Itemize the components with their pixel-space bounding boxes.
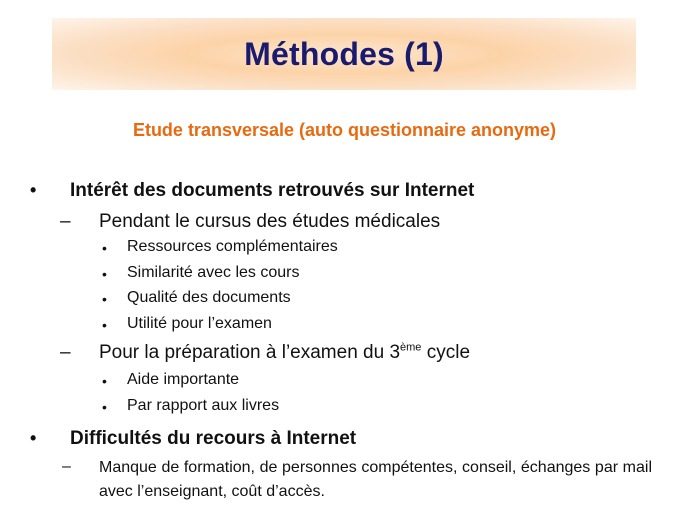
dash-icon: – [62, 458, 71, 475]
section2-detail: Manque de formation, de personnes compétentes, conseil, échanges par mail avec l’enseignant, coût d’accès. [99, 459, 652, 500]
bullet-icon: • [30, 180, 37, 200]
bullet-icon: • [30, 428, 37, 448]
slide-subtitle: Etude transversale (auto questionnaire anonyme) [132, 120, 557, 140]
sub1-item: Qualité des documents [127, 289, 291, 306]
sub2-label-end: cycle [421, 342, 471, 363]
dash-icon: – [60, 342, 71, 363]
section1-sub1-label: Pendant le cursus des études médicales [99, 211, 441, 232]
bullet-small-icon: • [102, 399, 107, 415]
sub1-item: Ressources complémentaires [127, 238, 338, 255]
slide-title: Méthodes (1) [244, 35, 444, 72]
sub2-item: Aide importante [127, 371, 240, 388]
bullet-small-icon: • [102, 291, 107, 307]
section2-heading: Difficultés du recours à Internet [70, 428, 357, 449]
bullet-small-icon: • [102, 373, 107, 389]
section1-heading: Intérêt des documents retrouvés sur Internet [70, 180, 475, 201]
sub1-item: Utilité pour l’examen [127, 315, 272, 332]
sub2-label-superscript: ème [400, 341, 422, 354]
dash-icon: – [60, 211, 71, 232]
sub2-label-main: Pour la préparation à l’examen du 3 [99, 342, 401, 363]
section1-sub2-label [99, 342, 470, 364]
bullet-small-icon: • [102, 266, 107, 282]
sub2-item: Par rapport aux livres [127, 397, 280, 414]
sub1-item: Similarité avec les cours [127, 264, 300, 281]
title-banner [52, 18, 636, 90]
bullet-small-icon: • [102, 240, 107, 256]
bullet-small-icon: • [102, 317, 107, 333]
